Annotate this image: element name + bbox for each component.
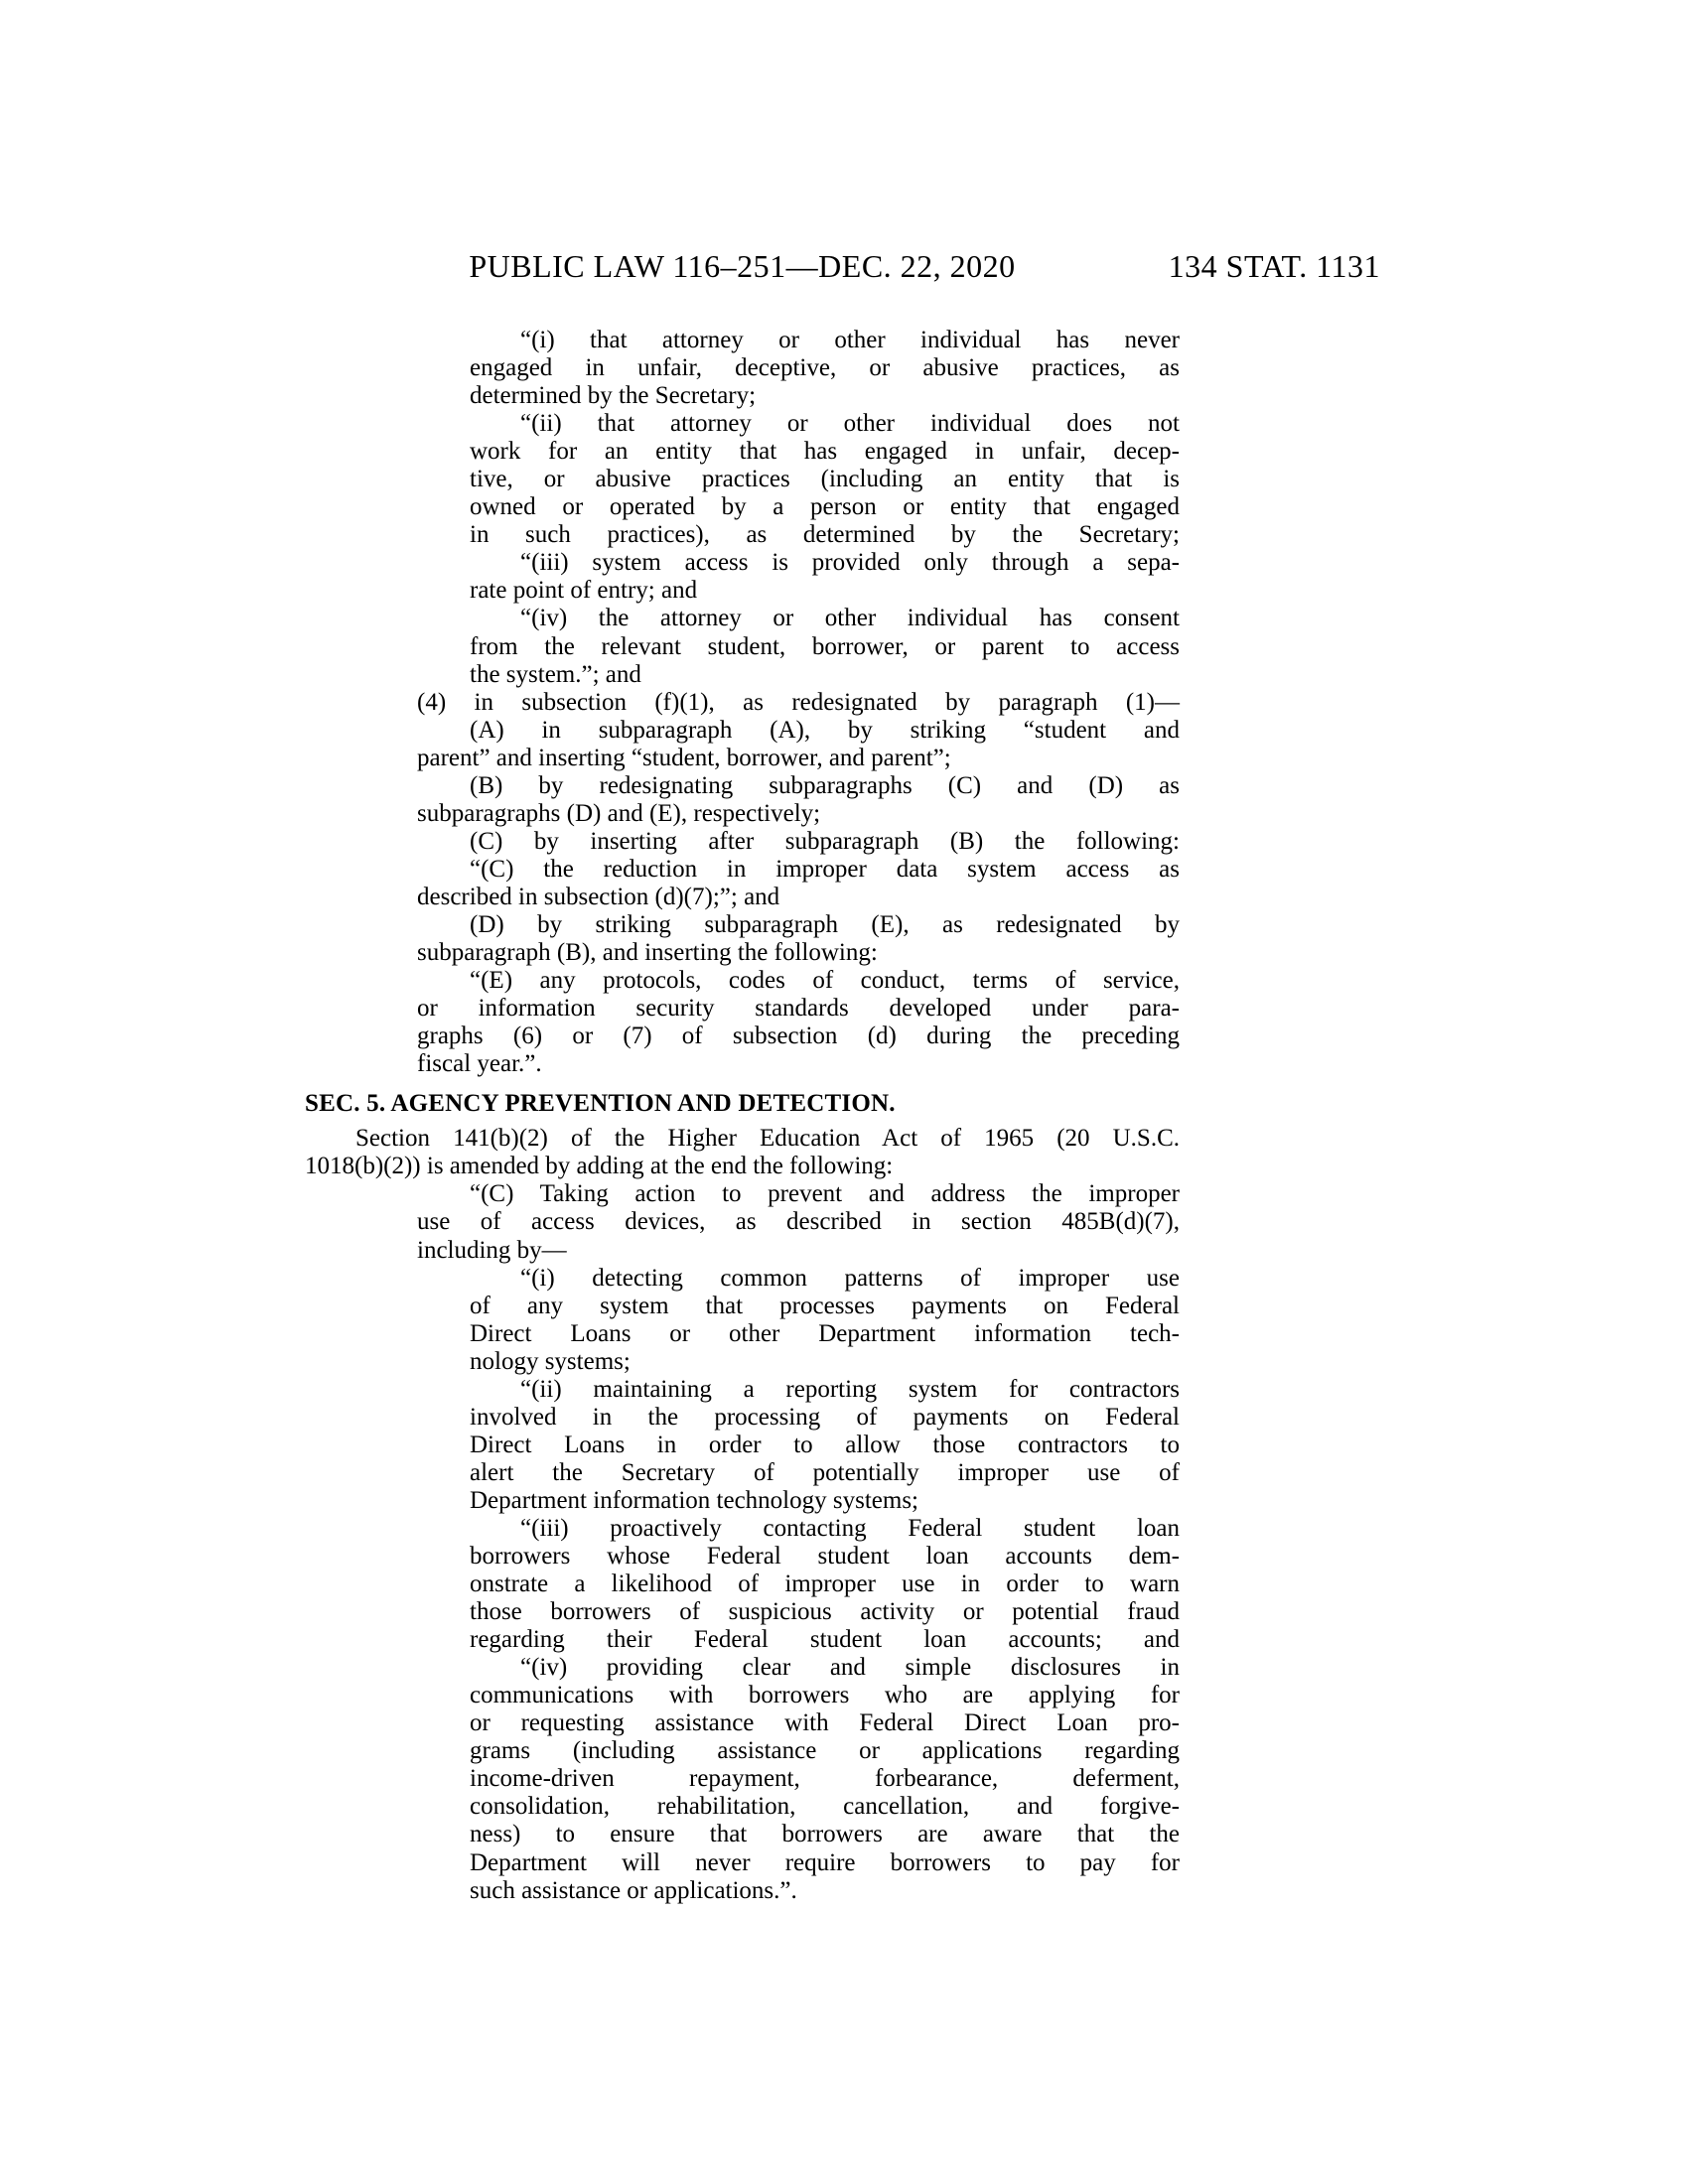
text-line: described in subsection (d)(7);”; and: [417, 883, 780, 910]
text-line: including by—: [417, 1236, 567, 1264]
header-page-number: 134 STAT. 1131: [1168, 248, 1380, 284]
text-line: graphs (6) or (7) of subsection (d) during the preceding: [417, 1023, 1180, 1050]
text-line: Direct Loans or other Department information tech-: [470, 1319, 1180, 1347]
text-line: “(iii) system access is provided only through a sepa-: [520, 549, 1180, 577]
text-line: ness) to ensure that borrowers are aware that the: [470, 1821, 1180, 1848]
header-law-title: PUBLIC LAW 116–251—DEC. 22, 2020: [469, 248, 1016, 284]
text-line: borrowers whose Federal student loan accounts dem-: [470, 1543, 1180, 1570]
text-line: nology systems;: [470, 1347, 631, 1375]
text-line: consolidation, rehabilitation, cancellation, and forgive-: [470, 1793, 1180, 1821]
text-line: “(iv) the attorney or other individual has consent: [520, 605, 1180, 632]
text-line: work for an entity that has engaged in unfair, decep-: [470, 438, 1180, 466]
text-line: or requesting assistance with Federal Direct Loan pro-: [470, 1709, 1180, 1737]
text-line: “(C) Taking action to prevent and address the improper: [470, 1180, 1180, 1208]
text-line: 1018(b)(2)) is amended by adding at the end the following:: [305, 1153, 894, 1180]
text-line: engaged in unfair, deceptive, or abusive practices, as: [470, 354, 1180, 382]
text-line: communications with borrowers who are applying for: [470, 1682, 1180, 1709]
text-line: subparagraphs (D) and (E), respectively;: [417, 799, 821, 827]
text-line: (A) in subparagraph (A), by striking “student and: [470, 716, 1180, 744]
text-line: (D) by striking subparagraph (E), as redesignated by: [470, 910, 1180, 938]
text-line: owned or operated by a person or entity that engaged: [470, 493, 1180, 521]
text-line: grams (including assistance or applications regarding: [470, 1737, 1180, 1765]
text-line: fiscal year.”.: [417, 1050, 542, 1078]
text-line: those borrowers of suspicious activity or potential fraud: [470, 1598, 1180, 1626]
text-line: Department information technology systems;: [470, 1486, 918, 1514]
document-body: [305, 327, 1180, 1905]
text-line: use of access devices, as described in section 485B(d)(7),: [417, 1208, 1180, 1236]
text-line: the system.”; and: [470, 660, 641, 688]
text-line: or information security standards developed under para-: [417, 995, 1180, 1023]
text-line: determined by the Secretary;: [470, 382, 757, 410]
text-line: alert the Secretary of potentially improper use of: [470, 1458, 1180, 1486]
section-heading: SEC. 5. AGENCY PREVENTION AND DETECTION.: [305, 1090, 896, 1118]
text-line: “(ii) that attorney or other individual does not: [520, 410, 1180, 438]
text-line: “(i) that attorney or other individual has never: [520, 327, 1180, 353]
text-line: “(E) any protocols, codes of conduct, terms of service,: [470, 967, 1180, 995]
text-line: involved in the processing of payments on Federal: [470, 1403, 1180, 1431]
section-5-body-block: [305, 1125, 1180, 1904]
text-line: Department will never require borrowers to pay for: [470, 1848, 1180, 1876]
text-line: in such practices), as determined by the Secretary;: [470, 521, 1180, 549]
text-line: “(iv) providing clear and simple disclosures in: [520, 1654, 1180, 1682]
text-line: from the relevant student, borrower, or parent to access: [470, 632, 1180, 660]
text-line: subparagraph (B), and inserting the following:: [417, 939, 878, 967]
text-line: “(C) the reduction in improper data system access as: [470, 855, 1180, 883]
text-line: “(ii) maintaining a reporting system for contractors: [520, 1375, 1180, 1403]
statute-amendments-block: [305, 327, 1180, 1078]
text-line: Section 141(b)(2) of the Higher Education Act of 1965 (20 U.S.C.: [355, 1125, 1180, 1153]
text-line: income-driven repayment, forbearance, deferment,: [470, 1765, 1180, 1793]
text-line: rate point of entry; and: [470, 577, 698, 605]
text-line: onstrate a likelihood of improper use in order to warn: [470, 1570, 1180, 1598]
text-line: (B) by redesignating subparagraphs (C) and (D) as: [470, 771, 1180, 799]
text-line: regarding their Federal student loan accounts; and: [470, 1626, 1180, 1654]
text-line: (4) in subsection (f)(1), as redesignated by paragraph (1)—: [417, 688, 1180, 716]
text-line: “(i) detecting common patterns of improper use: [520, 1264, 1180, 1292]
text-line: tive, or abusive practices (including an entity that is: [470, 466, 1180, 493]
text-line: Direct Loans in order to allow those contractors to: [470, 1431, 1180, 1458]
text-line: such assistance or applications.”.: [470, 1876, 797, 1904]
text-line: of any system that processes payments on Federal: [470, 1292, 1180, 1319]
text-line: (C) by inserting after subparagraph (B) the following:: [470, 827, 1180, 855]
text-line: parent” and inserting “student, borrower, and parent”;: [417, 744, 951, 771]
text-line: “(iii) proactively contacting Federal student loan: [520, 1514, 1180, 1542]
